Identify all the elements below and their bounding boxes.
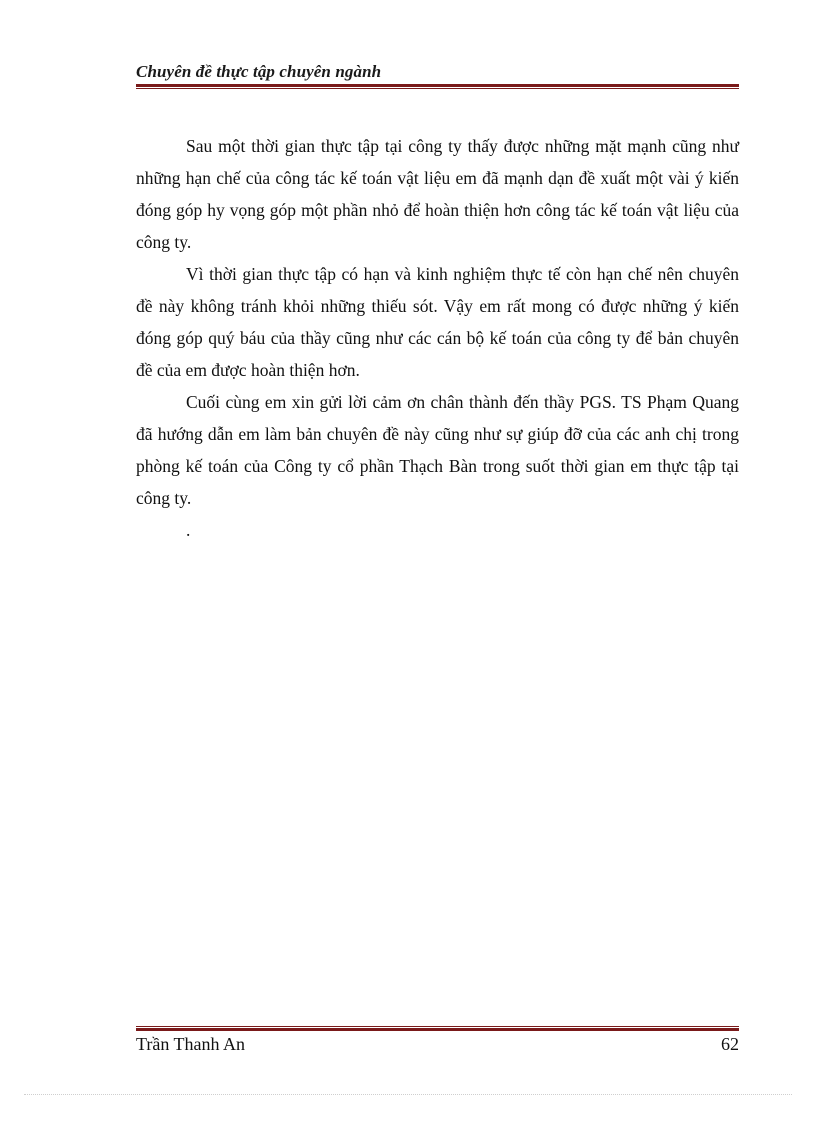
header-rule-thin — [136, 88, 739, 89]
paragraph-2: Vì thời gian thực tập có hạn và kinh nghiệm thực tế còn hạn chế nên chuyên đề này không tránh khỏi những thiếu sót. Vậy em rất mong có được những ý kiến đóng góp quý báu của thầy cũng như các cán bộ kế toán của công ty để bản chuyên đề của em được hoàn thiện hơn. — [136, 264, 739, 380]
paragraph-3: Cuối cùng em xin gửi lời cảm ơn chân thành đến thầy PGS. TS Phạm Quang đã hướng dẫn em làm bản chuyên đề này cũng như sự giúp đỡ của các anh chị trong phòng kế toán của Công ty cổ phần Thạch Bàn trong suốt thời gian em thực tập tại công ty. — [136, 392, 739, 508]
trailing-mark: . — [186, 520, 191, 540]
footer-rule-thin — [136, 1026, 739, 1027]
body-text — [136, 130, 739, 546]
footer-rule — [136, 1026, 739, 1031]
paragraph-1: Sau một thời gian thực tập tại công ty thấy được những mặt mạnh cũng như những hạn chế của công tác kế toán vật liệu em đã mạnh dạn đề xuất một vài ý kiến đóng góp hy vọng góp một phần nhỏ để hoàn thiện hơn công tác kế toán vật liệu của công ty. — [136, 136, 739, 252]
page-bottom-divider — [24, 1094, 792, 1095]
running-header-title: Chuyên đề thực tập chuyên ngành — [136, 62, 382, 81]
footer-rule-thick — [136, 1028, 739, 1031]
footer-page-number: 62 — [721, 1034, 739, 1054]
header-rule — [136, 84, 739, 89]
header-rule-thick — [136, 84, 739, 87]
footer-author: Trần Thanh An — [136, 1034, 246, 1054]
